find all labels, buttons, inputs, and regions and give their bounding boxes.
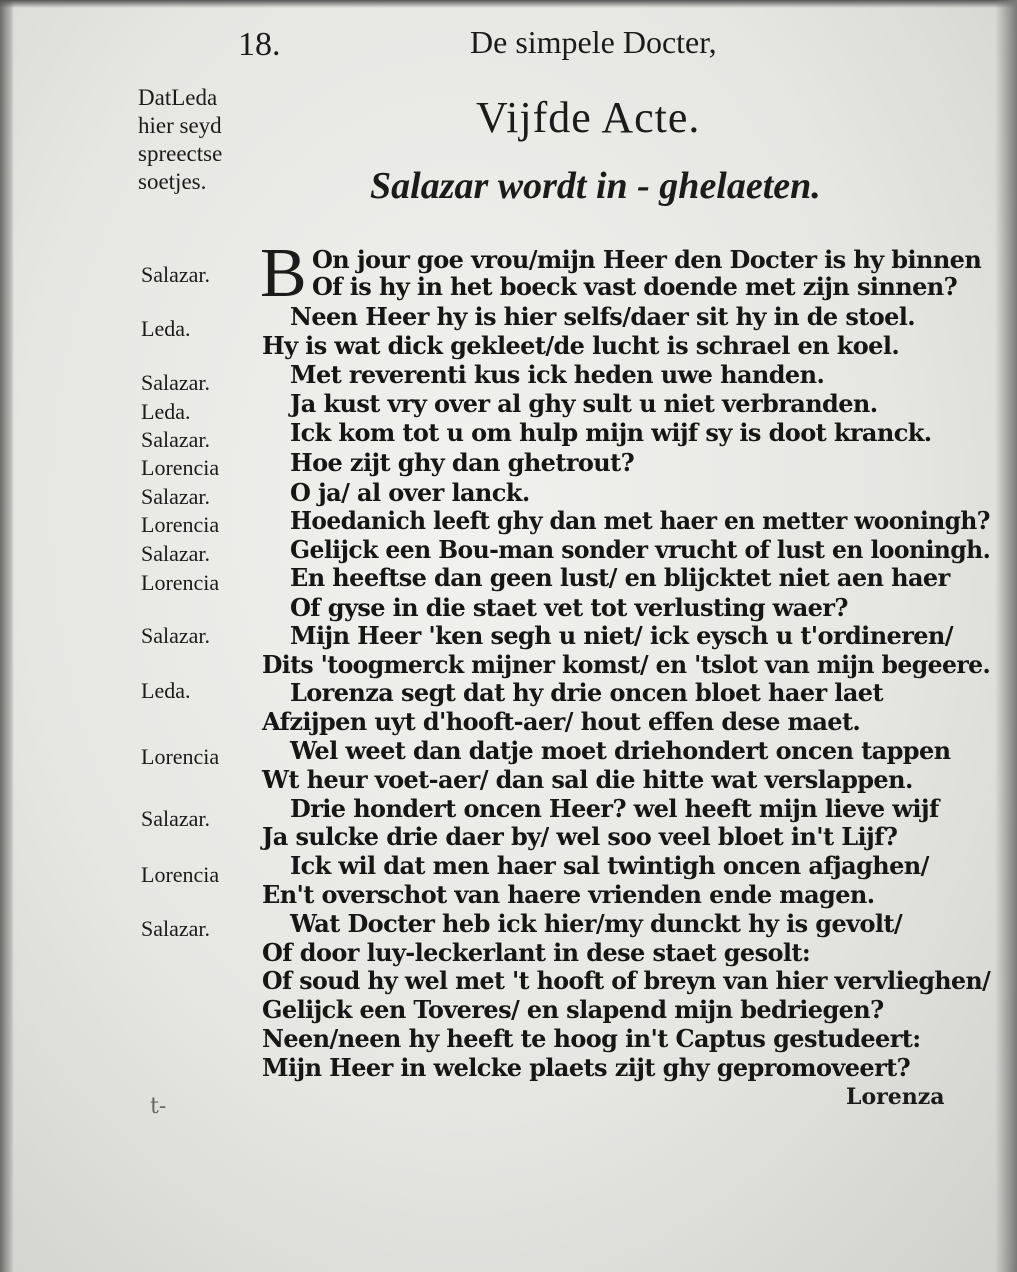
page-edge-shadow [0, 0, 14, 1272]
verse-line: Of gyse in die staet vet tot verlusting waer? [290, 593, 848, 622]
verse-line: Gelijck een Toveres/ en slapend mijn bedriegen? [262, 995, 884, 1024]
speaker-label: Leda. [141, 399, 191, 424]
verse-line: Met reverenti kus ick heden uwe handen. [290, 360, 825, 389]
speaker-label: Salazar. [141, 623, 211, 648]
speaker-label: Salazar. [141, 916, 211, 941]
verse-line: Mijn Heer in welcke plaets zijt ghy gepromoveert? [262, 1053, 911, 1082]
verse-line: Of soud hy wel met 't hooft of breyn van hier vervlieghen/ [262, 966, 991, 995]
speaker-label: Lorencia [141, 455, 220, 480]
speaker-label: Leda. [141, 316, 191, 341]
scene-title: Salazar wordt in - ghelaeten. [370, 165, 821, 207]
verse-line: Neen Heer hy is hier selfs/daer sit hy in de stoel. [290, 302, 916, 331]
verse-line: Dits 'toogmerck mijner komst/ en 'tslot van mijn begeere. [262, 650, 991, 679]
verse-line: Of door luy-leckerlant in dese staet gesolt: [262, 938, 811, 967]
verse-line: Ja sulcke drie daer by/ wel soo veel bloet in't Lijf? [262, 822, 898, 851]
verse-line: Ja kust vry over al ghy sult u niet verbranden. [290, 389, 878, 418]
speaker-label: Lorencia [141, 744, 220, 769]
speaker-label: Salazar. [141, 370, 211, 395]
verse-line: Mijn Heer 'ken segh u niet/ ick eysch u t'ordineren/ [290, 621, 953, 650]
speaker-label: Lorencia [141, 862, 220, 887]
verse-line: En heeftse dan geen lust/ en blijcktet niet aen haer [290, 563, 950, 592]
marginal-note-line: hier seyd [138, 113, 222, 138]
verse-line: Hoedanich leeft ghy dan met haer en metter wooningh? [290, 506, 990, 535]
verse-line: Wt heur voet-aer/ dan sal die hitte wat verslappen. [262, 765, 913, 794]
running-title: De simpele Docter, [470, 24, 717, 60]
verse-line: Ick kom tot u om hulp mijn wijf sy is doot kranck. [290, 418, 932, 447]
speaker-label: Salazar. [141, 806, 211, 831]
drop-cap: B [260, 235, 307, 312]
verse-line: Afzijpen uyt d'hooft-aer/ hout effen dese maet. [262, 707, 861, 736]
speaker-label: Salazar. [141, 541, 211, 566]
marginal-note-line: DatLeda [138, 85, 218, 110]
page-number: 18. [238, 26, 281, 63]
verse-line: Neen/neen hy heeft te hoog in't Captus gestudeert: [262, 1024, 921, 1053]
page-edge-shadow-right [995, 0, 1017, 1272]
verse-line: Of is hy in het boeck vast doende met zijn sinnen? [312, 272, 958, 301]
marginal-note-line: spreectse [138, 141, 223, 166]
verse-line: Wat Docter heb ick hier/my dunckt hy is gevolt/ [290, 909, 903, 938]
marginal-note [138, 84, 222, 196]
verse-line: Wel weet dan datje moet driehondert oncen tappen [290, 736, 951, 765]
catchword: Lorenza [846, 1084, 945, 1110]
speaker-label: Leda. [141, 678, 191, 703]
verse-line: Lorenza segt dat hy drie oncen bloet haer laet [290, 678, 883, 707]
speaker-label: Salazar. [141, 262, 211, 287]
verse-line: Hy is wat dick gekleet/de lucht is schrael en koel. [262, 331, 900, 360]
act-title: Vijfde Acte. [476, 93, 701, 142]
verse-line: Ick wil dat men haer sal twintigh oncen afjaghen/ [290, 851, 929, 880]
verse-line: O ja/ al over lanck. [290, 478, 530, 507]
verse-line: Gelijck een Bou-man sonder vrucht of lust en looningh. [290, 535, 991, 564]
speaker-label: Salazar. [141, 484, 211, 509]
page-edge-shadow-top [0, 0, 1017, 8]
verse-line: Drie hondert oncen Heer? wel heeft mijn lieve wijf [290, 794, 939, 823]
verse-line: En't overschot van haere vrienden ende magen. [262, 880, 875, 909]
marginal-note-line: soetjes. [138, 169, 207, 194]
verse-line: On jour goe vrou/mijn Heer den Docter is hy binnen [312, 245, 982, 274]
speaker-label: Salazar. [141, 427, 211, 452]
speaker-label: Lorencia [141, 570, 220, 595]
verse-line: Hoe zijt ghy dan ghetrout? [290, 448, 635, 477]
speaker-label: Lorencia [141, 512, 220, 537]
stray-mark: t- [150, 1094, 167, 1119]
